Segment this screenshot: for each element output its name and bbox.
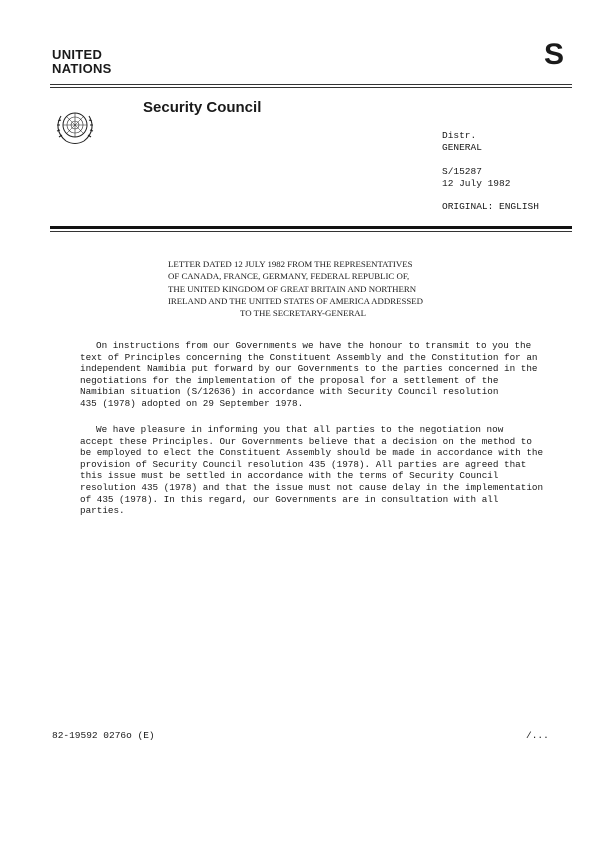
body-paragraph-1: [80, 340, 580, 410]
header-rule-second: [50, 87, 572, 88]
organ-symbol: S: [544, 38, 565, 71]
paragraph-line: independent Namibia put forward by our Governments to the parties concerned in the: [80, 363, 538, 375]
paragraph-line: this issue must be settled in accordance with the terms of Security Council: [80, 470, 499, 482]
paragraph-line: Namibian situation (S/12636) in accordance with Security Council resolution: [80, 386, 499, 398]
title-line: THE UNITED KINGDOM OF GREAT BRITAIN AND NORTHERN: [168, 283, 417, 294]
paragraph-line: negotiations for the implementation of the proposal for a settlement of the: [80, 374, 499, 386]
document-date: 12 July 1982: [442, 178, 511, 189]
title-line: TO THE SECRETARY-GENERAL: [240, 308, 367, 319]
title-line: OF CANADA, FRANCE, GERMANY, FEDERAL REPUBLIC OF,: [168, 271, 410, 282]
title-line: IRELAND AND THE UNITED STATES OF AMERICA ADDRESSED: [168, 295, 423, 306]
header-rule-thick: [50, 226, 572, 229]
paragraph-line: provision of Security Council resolution 435 (1978). All parties are agreed that: [80, 458, 527, 470]
paragraph-line: of 435 (1978). In this regard, our Governments are in consultation with all: [80, 493, 499, 505]
organ-title: Security Council: [143, 99, 262, 116]
paragraph-line: parties.: [80, 505, 125, 517]
paragraph-line: accept these Principles. Our Governments believe that a decision on the method to: [80, 435, 532, 447]
continuation-mark: /...: [526, 730, 549, 741]
body-paragraph-2: [80, 424, 580, 517]
distribution-label: Distr.: [442, 130, 477, 141]
paragraph-line: be employed to elect the Constituent Assembly should be made in accordance with the: [80, 447, 544, 459]
letter-title: [168, 258, 423, 319]
organization-name: [52, 48, 112, 76]
title-line: LETTER DATED 12 JULY 1982 FROM THE REPRESENTATIVES: [168, 259, 413, 269]
document-symbol: S/15287: [442, 166, 482, 177]
distribution-value: GENERAL: [442, 142, 482, 153]
paragraph-line: text of Principles concerning the Constituent Assembly and the Constitution for an: [80, 351, 538, 363]
org-line-2: NATIONS: [52, 61, 112, 76]
org-line-1: UNITED: [52, 47, 103, 62]
paragraph-line: 435 (1978) adopted on 29 September 1978.: [80, 397, 304, 409]
original-language: ORIGINAL: ENGLISH: [442, 201, 539, 212]
paragraph-line: We have pleasure in informing you that all parties to the negotiation now: [96, 424, 504, 435]
job-number: 82-19592 0276o (E): [52, 730, 155, 741]
un-emblem-icon: [52, 104, 98, 150]
paragraph-line: resolution 435 (1978) and that the issue must not cause delay in the implementation: [80, 481, 544, 493]
header-rule-top: [50, 84, 572, 85]
header-rule-bottom: [50, 231, 572, 232]
paragraph-line: On instructions from our Governments we have the honour to transmit to you the: [96, 340, 532, 351]
